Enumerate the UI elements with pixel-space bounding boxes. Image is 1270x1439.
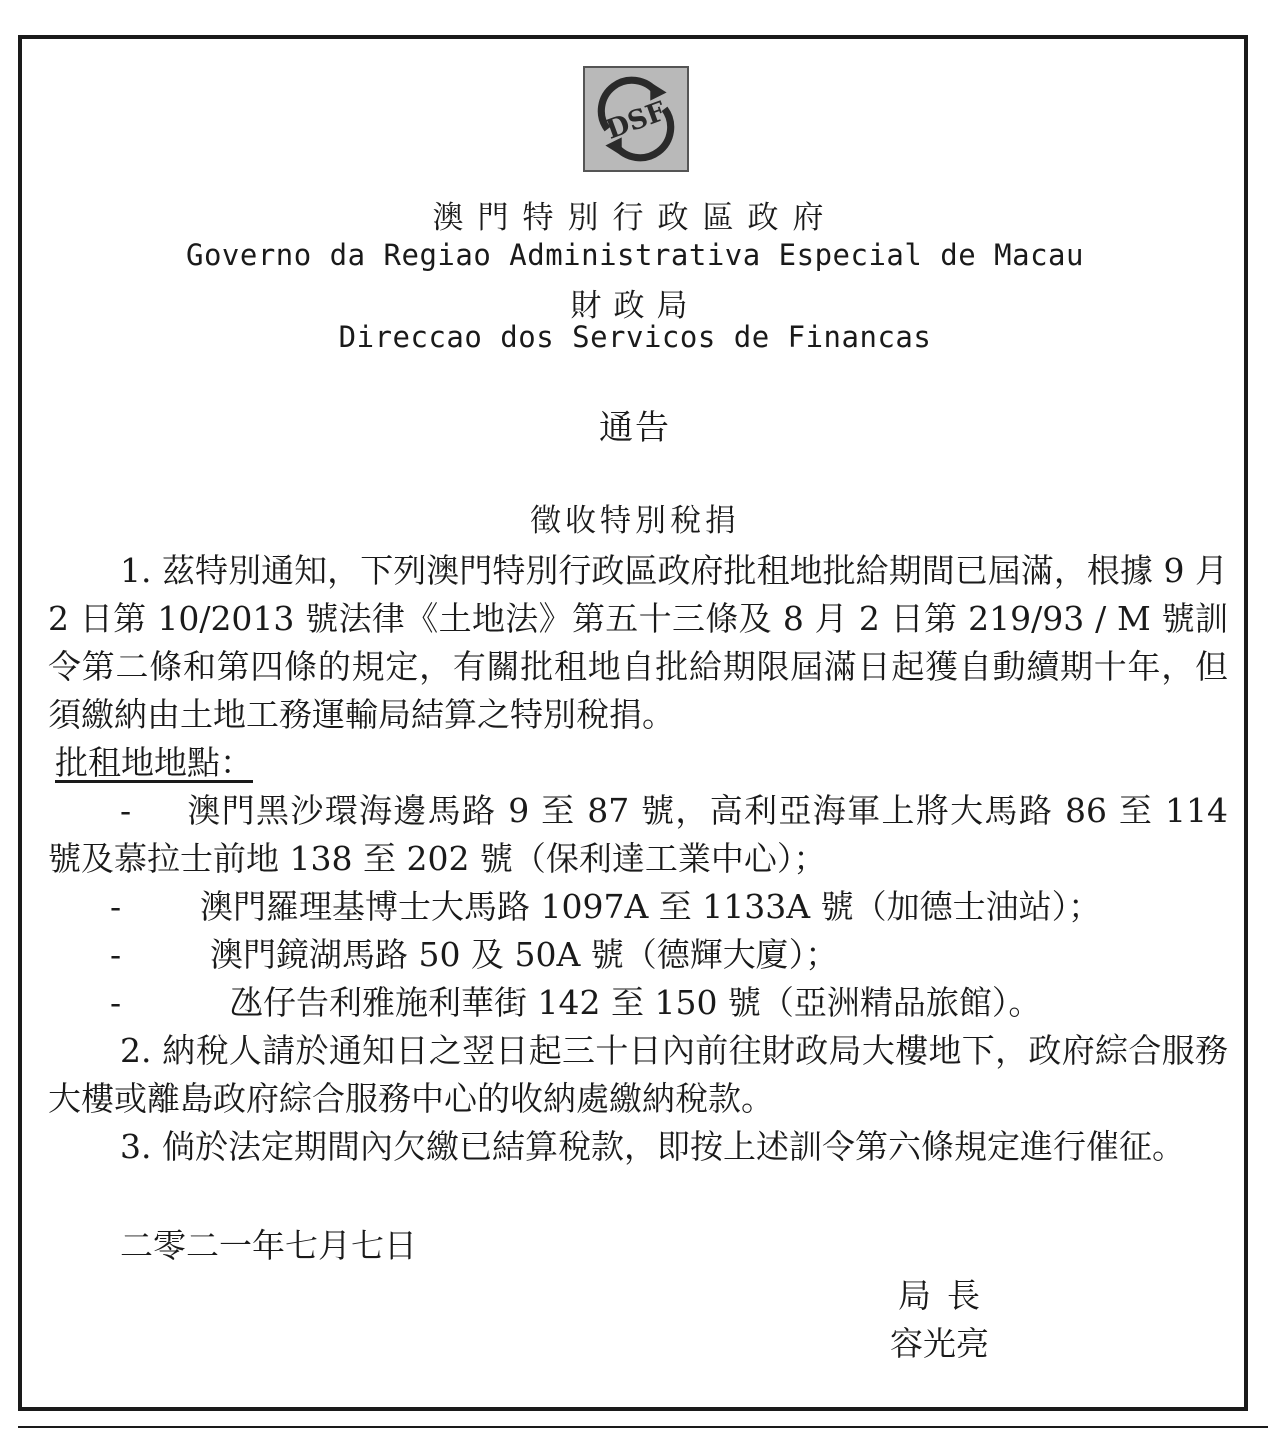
notice-title: 通告 [599, 408, 671, 448]
logo-text: DSF [601, 95, 670, 146]
location-dash: - [110, 983, 122, 1022]
dsf-logo [583, 66, 689, 172]
bottom-divider [18, 1426, 1268, 1428]
department-name-zh: 財政局 [570, 288, 700, 324]
location-text: 澳門鏡湖馬路 50 及 50A 號（德輝大廈）； [210, 935, 839, 974]
location-text: 氹仔告利雅施利華街 142 至 150 號（亞洲精品旅館）。 [230, 983, 1042, 1022]
paragraph-3: 3. 倘於法定期間內欠繳已結算稅款，即按上述訓令第六條規定進行催征。 [120, 1127, 1185, 1166]
paragraph-1: 1. 茲特別通知，下列澳門特別行政區政府批租地批給期間已屆滿，根據 9 月 2 日第 10/2013 號法律《土地法》第五十三條及 8 月 2 日第 219/93 / M 號訓令第二條和第四條的規定，有關批租地自批給期限屆滿日起獲自動續期十年，但須繳納由土地工務運輸局結算之特別稅捐。 [48, 551, 1228, 734]
notice-date: 二零二一年七月七日 [120, 1226, 417, 1265]
location-item-1 [48, 787, 1228, 883]
location-text: 澳門黑沙環海邊馬路 9 至 87 號，高利亞海軍上將大馬路 86 至 114 號及慕拉士前地 138 至 202 號（保利達工業中心）； [48, 791, 1228, 878]
department-name-pt: Direccao dos Servicos de Financas [338, 320, 932, 354]
location-dash: - [120, 791, 132, 830]
paragraph-2: 2. 納稅人請於通知日之翌日起三十日內前往財政局大樓地下，政府綜合服務大樓或離島政府綜合服務中心的收納處繳納稅款。 [48, 1031, 1228, 1118]
government-name-zh: 澳門特別行政區政府 [432, 200, 838, 236]
location-dash: - [110, 935, 122, 974]
signatory-title: 局長 [898, 1276, 996, 1315]
dsf-emblem-icon [585, 68, 687, 170]
location-text: 澳門羅理基博士大馬路 1097A 至 1133A 號（加德士油站）； [200, 887, 1102, 926]
signatory-name: 容光亮 [890, 1324, 989, 1363]
government-name-pt: Governo da Regiao Administrativa Especial de Macau [186, 238, 1084, 272]
notice-subject: 徵收特別稅捐 [530, 503, 740, 539]
locations-label: 批租地地點： [55, 743, 253, 782]
location-dash: - [110, 887, 122, 926]
